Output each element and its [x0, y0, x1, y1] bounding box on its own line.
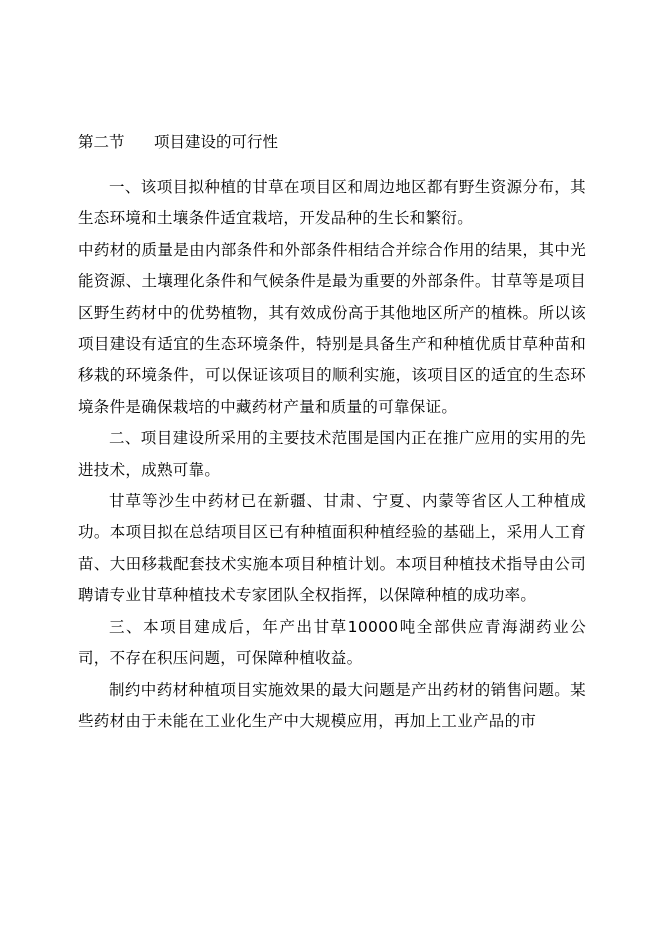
- paragraph-4: 甘草等沙生中药材已在新疆、甘肃、宁夏、内蒙等省区人工种植成功。本项目拟在总结项目区已有种植面积种植经验的基础上，采用人工育苗、大田移栽配套技术实施本项目种植计划。本项目种植技术指导由公司聘请专业甘草种植技术专家团队全权指挥，以保障种植的成功率。: [78, 492, 586, 605]
- paragraph-5: 三、本项目建成后，年产出甘草10000吨全部供应青海湖药业公司，不存在积压问题，可保障种植收益。: [78, 617, 586, 668]
- paragraph-6: 制约中药材种植项目实施效果的最大问题是产出药材的销售问题。某些药材由于未能在工业化生产中大规模应用，再加上工业产品的市: [78, 680, 586, 730]
- paragraph-1: 一、该项目拟种植的甘草在项目区和周边地区都有野生资源分布，其生态环境和土壤条件适宜栽培，开发品种的生长和繁衍。: [78, 178, 586, 228]
- paragraph-2: 中药材的质量是由内部条件和外部条件相结合并综合作用的结果，其中光能资源、土壤理化条件和气候条件是最为重要的外部条件。甘草等是项目区野生药材中的优势植物，其有效成份高于其他地区所产的植株。所以该项目建设有适宜的生态环境条件，特别是具备生产和种植优质甘草种苗和移栽的环境条件，可以保证该项目的顺利实施，该项目区的适宜的生态环境条件是确保栽培的中藏药材产量和质量的可靠保证。: [78, 240, 586, 416]
- paragraph-3: 二、项目建设所采用的主要技术范围是国内正在推广应用的实用的先进技术，成熟可靠。: [78, 429, 586, 479]
- section-heading: [78, 132, 278, 152]
- body-text: [78, 172, 586, 737]
- section-title: 项目建设的可行性: [154, 133, 279, 151]
- section-number: 第二节: [78, 133, 125, 151]
